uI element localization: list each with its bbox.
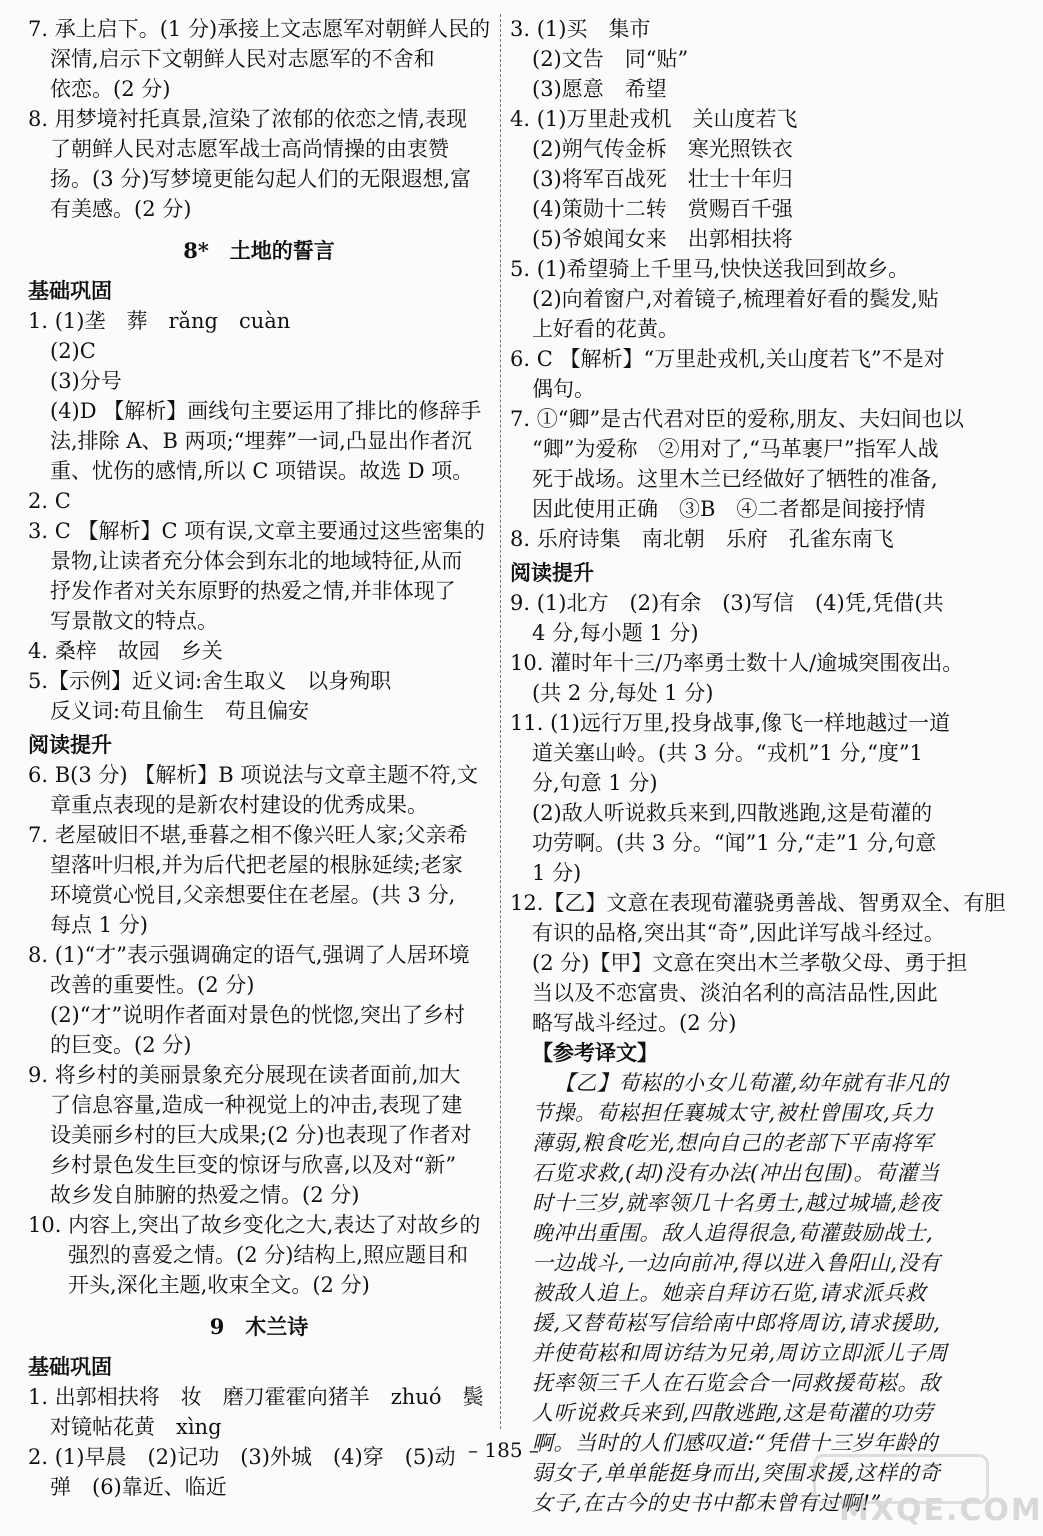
left-text-line: 了信息容量,造成一种视觉上的冲击,表现了建 <box>50 1093 463 1117</box>
right-text-line: 6. C 【解析】“万里赴戎机,关山度若飞”不是对 <box>510 347 945 371</box>
left-text-line: 4. 桑梓 故园 乡关 <box>28 639 223 663</box>
right-text-line: 【乙】荀崧的小女儿荀灌,幼年就有非凡的 <box>554 1071 949 1095</box>
right-text-line: (2)敌人听说救兵来到,四散逃跑,这是荀灌的 <box>532 801 933 825</box>
left-text-line: 弹 (6)靠近、临近 <box>50 1475 227 1499</box>
left-text-line: 2. (1)早晨 (2)记功 (3)外城 (4)穿 (5)动 <box>28 1445 456 1469</box>
left-text-line: 3. C 【解析】C 项有误,文章主要通过这些密集的 <box>28 519 485 543</box>
left-text-line: 故乡发自肺腑的热爱之情。(2 分) <box>50 1183 360 1207</box>
right-text-line: 死于战场。这里木兰已经做好了牺牲的准备, <box>532 467 938 491</box>
left-text-line: 8. (1)“才”表示强调确定的语气,强调了人居环境 <box>28 943 470 967</box>
right-text-line: (2)朔气传金柝 寒光照铁衣 <box>532 137 793 161</box>
left-text-line: 章重点表现的是新农村建设的优秀成果。 <box>50 793 428 817</box>
right-text-line: 一边战斗,一边向前冲,得以进入鲁阳山,没有 <box>532 1251 941 1275</box>
left-text-line: 5.【示例】近义词:舍生取义 以身殉职 <box>28 669 392 693</box>
left-text-line: 的巨变。(2 分) <box>50 1033 192 1057</box>
left-text-line: 10. 内容上,突出了故乡变化之大,表达了对故乡的 <box>28 1213 481 1237</box>
right-text-line: 因此使用正确 ③B ④二者都是间接抒情 <box>532 497 926 521</box>
right-text-line: (5)爷娘闻女来 出郭相扶将 <box>532 227 793 251</box>
right-text-line: 偶句。 <box>532 377 595 401</box>
section-heading: 基础巩固 <box>28 1354 112 1379</box>
left-text-line: 深情,启示下文朝鲜人民对志愿军的不舍和 <box>50 47 435 71</box>
left-text-line: 抒发作者对关东原野的热爱之情,并非体现了 <box>50 579 456 603</box>
page-number: – 185 – <box>468 1438 539 1462</box>
left-text-line: 9. 将乡村的美丽景象充分展现在读者面前,加大 <box>28 1063 461 1087</box>
left-text-line: (4)D 【解析】画线句主要运用了排比的修辞手 <box>50 399 482 423</box>
right-text-line: 有识的品格,突出其“奇”,因此详写战斗经过。 <box>532 921 945 945</box>
right-text-line: (2 分)【甲】文意在突出木兰孝敬父母、勇于担 <box>532 951 968 975</box>
right-text-line: 人听说救兵来到,四散逃跑,这是荀灌的功劳 <box>532 1401 934 1425</box>
left-text-line: (2)“才”说明作者面对景色的恍惚,突出了乡村 <box>50 1003 465 1027</box>
left-text-line: 景物,让读者充分体会到东北的地域特征,从而 <box>50 549 463 573</box>
right-text-line: 4 分,每小题 1 分) <box>532 621 699 645</box>
left-text-line: 依恋。(2 分) <box>50 77 171 101</box>
right-text-line: 女子,在古今的史书中都未曾有过啊!” <box>532 1491 882 1515</box>
right-text-line: 援,又替荀崧写信给南中郎将周访,请求援助, <box>532 1311 941 1335</box>
left-text-line: 写景散文的特点。 <box>50 609 218 633</box>
right-text-line: 道关塞山岭。(共 3 分。“戎机”1 分,“度”1 <box>532 741 923 765</box>
left-text-line: 每点 1 分) <box>50 913 148 937</box>
watermark-logo <box>809 1454 1043 1530</box>
right-text-line: “卿”为爱称 ②用对了,“马革裹尸”指军人战 <box>532 437 939 461</box>
right-text-line: 时十三岁,就率领几十名勇士,越过城墙,趁夜 <box>532 1191 941 1215</box>
right-text-line: 1 分) <box>532 861 582 885</box>
section-heading: 基础巩固 <box>28 278 112 303</box>
left-text-line: 7. 老屋破旧不堪,垂暮之相不像兴旺人家;父亲希 <box>28 823 468 847</box>
left-text-line: 6. B(3 分) 【解析】B 项说法与文章主题不符,文 <box>28 763 479 787</box>
left-text-line: 望落叶归根,并为后代把老屋的根脉延续;老家 <box>50 853 463 877</box>
right-text-line: 弱女子,单单能挺身而出,突围求援,这样的奇 <box>532 1461 941 1485</box>
right-text-line: 晚冲出重围。敌人追得很急,荀灌鼓励战士, <box>532 1221 934 1245</box>
right-text-line: 11. (1)远行万里,投身战事,像飞一样地越过一道 <box>510 711 951 735</box>
left-text-line: 1. 出郭相扶将 妆 磨刀霍霍向猪羊 zhuó 鬓 <box>28 1385 484 1409</box>
right-text-line: 略写战斗经过。(2 分) <box>532 1011 737 1035</box>
right-text-line: 4. (1)万里赴戎机 关山度若飞 <box>510 107 798 131</box>
right-text-line: (2)文告 同“贴” <box>532 47 689 71</box>
right-text-line: 节操。荀崧担任襄城太守,被杜曾围攻,兵力 <box>532 1101 934 1125</box>
section-title: 8* 土地的誓言 <box>183 238 335 263</box>
left-text-line: 强烈的喜爱之情。(2 分)结构上,照应题目和 <box>68 1243 469 1267</box>
left-text-line: (3)分号 <box>50 369 122 393</box>
right-text-line: 3. (1)买 集市 <box>510 17 651 41</box>
left-text-line: 开头,深化主题,收束全文。(2 分) <box>68 1273 370 1297</box>
left-text-line: 有美感。(2 分) <box>50 197 192 221</box>
watermark-text: MXQE.COM <box>839 1493 1043 1528</box>
left-text-line: 环境赏心悦目,父亲想要住在老屋。(共 3 分, <box>50 883 456 907</box>
right-text-line: (3)将军百战死 壮士十年归 <box>532 167 793 191</box>
left-text-line: 扬。(3 分)写梦境更能勾起人们的无限遐想,富 <box>50 167 472 191</box>
right-text-line: (2)向着窗户,对着镜子,梳理着好看的鬓发,贴 <box>532 287 939 311</box>
right-text-line: 功劳啊。(共 3 分。“闻”1 分,“走”1 分,句意 <box>532 831 937 855</box>
left-text-line: 反义词:苟且偷生 苟且偏安 <box>50 699 310 723</box>
left-text-line: 7. 承上启下。(1 分)承接上文志愿军对朝鲜人民的 <box>28 17 491 41</box>
right-text-line: 5. (1)希望骑上千里马,快快送我回到故乡。 <box>510 257 910 281</box>
right-text-line: 8. 乐府诗集 南北朝 乐府 孔雀东南飞 <box>510 527 894 551</box>
left-text-line: 了朝鲜人民对志愿军战士高尚情操的由衷赞 <box>50 137 449 161</box>
right-text-line: 7. ①“卿”是古代君对臣的爱称,朋友、夫妇间也以 <box>510 407 964 431</box>
left-text-line: 设美丽乡村的巨大成果;(2 分)也表现了作者对 <box>50 1123 472 1147</box>
left-text-line: 重、忧伤的感情,所以 C 项错误。故选 D 项。 <box>50 459 474 483</box>
right-text-line: (3)愿意 希望 <box>532 77 667 101</box>
column-divider <box>500 14 501 1429</box>
right-text-line: (共 2 分,每处 1 分) <box>532 681 714 705</box>
right-text-line: 被敌人追上。她亲自拜访石览,请求派兵救 <box>532 1281 927 1305</box>
section-title: 9 木兰诗 <box>209 1314 309 1339</box>
right-text-line: (4)策勋十二转 赏赐百千强 <box>532 197 793 221</box>
right-text-line: 分,句意 1 分) <box>532 771 658 795</box>
left-text-line: (2)C <box>50 339 96 363</box>
right-text-line: 上好看的花黄。 <box>532 317 679 341</box>
left-text-line: 对镜帖花黄 xìng <box>50 1415 222 1439</box>
reference-translation-heading: 【参考译文】 <box>532 1040 658 1065</box>
right-text-line: 啊。当时的人们感叹道:“凭借十三岁年龄的 <box>532 1431 938 1455</box>
right-text-line: 9. (1)北方 (2)有余 (3)写信 (4)凭,凭借(共 <box>510 591 944 615</box>
left-column <box>28 14 490 1502</box>
left-text-line: 改善的重要性。(2 分) <box>50 973 255 997</box>
right-text-line: 石览求救,(却)没有办法(冲出包围)。荀灌当 <box>532 1161 940 1185</box>
right-text-line: 10. 灌时年十三/乃率勇士数十人/逾城突围夜出。 <box>510 651 964 675</box>
left-text-line: 乡村景色发生巨变的惊讶与欣喜,以及对“新” <box>50 1153 457 1177</box>
section-heading: 阅读提升 <box>28 732 112 757</box>
left-text-line: 法,排除 A、B 两项;“埋葬”一词,凸显出作者沉 <box>50 429 472 453</box>
right-text-line: 12.【乙】文意在表现荀灌骁勇善战、智勇双全、有胆 <box>510 891 1006 915</box>
section-heading: 阅读提升 <box>510 560 594 585</box>
right-text-line: 抚率领三千人在石览会合一同救援荀崧。敌 <box>532 1371 941 1395</box>
left-text-line: 8. 用梦境衬托真景,渲染了浓郁的依恋之情,表现 <box>28 107 468 131</box>
left-text-line: 2. C <box>28 489 71 513</box>
right-text-line: 并使荀崧和周访结为兄弟,周访立即派儿子周 <box>532 1341 948 1365</box>
right-text-line: 薄弱,粮食吃光,想向自己的老部下平南将军 <box>532 1131 934 1155</box>
left-text-line: 1. (1)垄 葬 rǎng cuàn <box>28 309 291 333</box>
right-text-line: 当以及不恋富贵、淡泊名利的高洁品性,因此 <box>532 981 938 1005</box>
